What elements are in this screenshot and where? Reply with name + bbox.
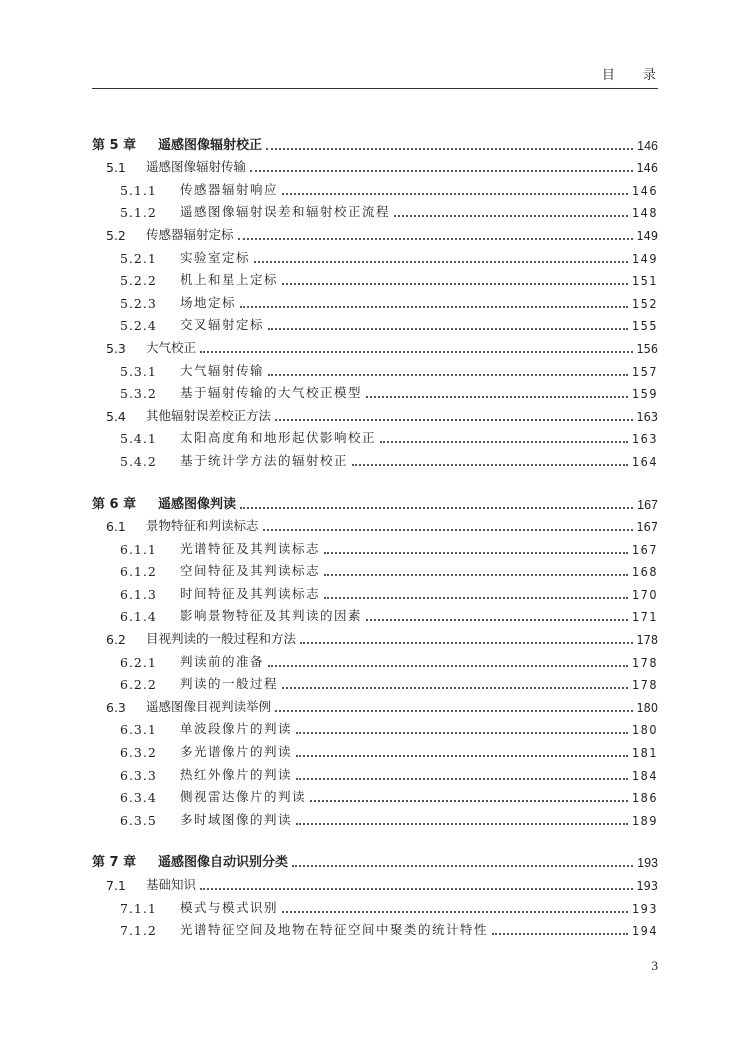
toc-page: 151 <box>632 273 658 289</box>
toc-num: 5.1.1 <box>120 182 157 198</box>
toc-label: 基于统计学方法的辐射校正 <box>180 452 349 468</box>
toc-page: 159 <box>632 386 658 402</box>
toc-label: 遥感图像辐射校正 <box>158 137 263 153</box>
toc-leader-dots <box>268 328 628 330</box>
toc-page: 163 <box>632 431 658 447</box>
toc-label: 多时域图像的判读 <box>180 811 293 827</box>
toc-leader-dots <box>394 215 628 217</box>
toc-label: 景物特征和判读标志 <box>146 518 259 534</box>
toc-num: 5.4.2 <box>120 453 157 469</box>
toc-subsection[interactable] <box>92 424 658 447</box>
toc-leader-dots <box>268 374 628 376</box>
toc-leader-dots <box>292 865 633 867</box>
toc-label: 侧视雷达像片的判读 <box>180 789 307 805</box>
toc-num: 5.3 <box>106 340 126 356</box>
toc-label: 遥感图像辐射传输 <box>146 159 247 175</box>
toc-section[interactable] <box>92 220 658 243</box>
toc-subsection[interactable] <box>92 379 658 402</box>
toc-subsection[interactable] <box>92 579 658 602</box>
toc-label: 遥感图像自动识别分类 <box>158 855 289 871</box>
toc-section[interactable] <box>92 870 658 893</box>
toc-num: 5.2.4 <box>120 318 157 334</box>
toc-num: 7.1 <box>106 878 126 893</box>
toc-leader-dots <box>296 755 628 757</box>
toc-label: 遥感图像判读 <box>158 496 237 512</box>
toc-leader-dots <box>282 687 628 689</box>
toc-label: 单波段像片的判读 <box>180 721 293 737</box>
toc-subsection[interactable] <box>92 805 658 828</box>
toc-subsection[interactable] <box>92 356 658 379</box>
toc-chapter[interactable] <box>92 130 658 153</box>
toc-page: 180 <box>632 722 658 738</box>
toc-leader-dots <box>266 148 633 150</box>
toc-leader-dots <box>254 261 628 263</box>
toc-subsection[interactable] <box>92 288 658 311</box>
toc-section[interactable] <box>92 333 658 356</box>
toc-num: 6.3.4 <box>120 790 157 806</box>
toc-chapter[interactable] <box>92 848 658 871</box>
toc-num: 6.1.3 <box>120 586 157 602</box>
toc-page: 170 <box>632 586 658 602</box>
toc-label: 机上和星上定标 <box>180 272 279 288</box>
toc-section[interactable] <box>92 512 658 535</box>
table-of-contents <box>92 130 658 938</box>
toc-leader-dots <box>366 396 628 398</box>
toc-label: 其他辐射误差校正方法 <box>146 407 272 423</box>
toc-num: 5.2.1 <box>120 250 157 266</box>
toc-page: 193 <box>632 900 658 916</box>
toc-label: 基础知识 <box>146 877 197 892</box>
toc-leader-dots <box>282 911 628 913</box>
toc-leader-dots <box>200 351 633 353</box>
toc-num: 5.2 <box>106 227 126 243</box>
toc-label: 基于辐射传输的大气校正模型 <box>180 385 363 401</box>
toc-subsection[interactable] <box>92 670 658 693</box>
toc-num: 6.3.3 <box>120 767 157 783</box>
toc-num: 6.1.2 <box>120 564 157 580</box>
toc-subsection[interactable] <box>92 557 658 580</box>
toc-label: 交叉辐射定标 <box>180 317 265 333</box>
toc-page: 186 <box>632 790 658 806</box>
toc-leader-dots <box>310 800 628 802</box>
toc-section[interactable] <box>92 401 658 424</box>
toc-label: 遥感图像辐射误差和辐射校正流程 <box>180 204 391 220</box>
toc-num: 第 5 章 <box>92 137 137 153</box>
toc-num: 第 7 章 <box>92 855 137 871</box>
toc-page: 163 <box>636 408 658 424</box>
toc-section[interactable] <box>92 624 658 647</box>
toc-num: 6.3.5 <box>120 812 157 828</box>
toc-label: 光谱特征及其判读标志 <box>180 540 321 556</box>
toc-leader-dots <box>275 419 633 421</box>
toc-leader-dots <box>380 441 628 443</box>
toc-num: 6.2.2 <box>120 677 157 693</box>
toc-subsection[interactable] <box>92 266 658 289</box>
toc-chapter[interactable] <box>92 489 658 512</box>
toc-subsection[interactable] <box>92 602 658 625</box>
toc-subsection[interactable] <box>92 760 658 783</box>
toc-leader-dots <box>324 552 628 554</box>
toc-page: 194 <box>632 923 658 939</box>
toc-label: 模式与模式识别 <box>180 899 279 915</box>
toc-page: 146 <box>637 138 658 153</box>
toc-subsection[interactable] <box>92 647 658 670</box>
toc-subsection[interactable] <box>92 893 658 916</box>
toc-leader-dots <box>352 464 628 466</box>
toc-page: 171 <box>632 609 658 625</box>
toc-subsection[interactable] <box>92 175 658 198</box>
toc-subsection[interactable] <box>92 534 658 557</box>
toc-leader-dots <box>366 619 628 621</box>
toc-page: 193 <box>637 856 658 871</box>
toc-label: 遥感图像目视判读举例 <box>146 698 272 714</box>
toc-page: 148 <box>632 205 658 221</box>
toc-leader-dots <box>240 306 628 308</box>
toc-label: 传感器辐射响应 <box>180 181 279 197</box>
toc-leader-dots <box>200 888 633 890</box>
toc-page: 146 <box>632 182 658 198</box>
toc-leader-dots <box>296 823 628 825</box>
toc-num: 6.2.1 <box>120 654 157 670</box>
toc-subsection[interactable] <box>92 715 658 738</box>
toc-label: 判读前的准备 <box>180 653 265 669</box>
toc-page: 164 <box>632 453 658 469</box>
toc-num: 6.2 <box>106 632 126 648</box>
toc-page: 149 <box>636 227 658 243</box>
toc-leader-dots <box>282 193 628 195</box>
toc-leader-dots <box>324 597 628 599</box>
toc-page: 193 <box>636 878 658 893</box>
toc-page: 149 <box>632 250 658 266</box>
toc-leader-dots <box>282 283 628 285</box>
toc-page: 157 <box>632 363 658 379</box>
toc-label: 目视判读的一般过程和方法 <box>146 631 297 647</box>
toc-leader-dots <box>492 933 628 935</box>
toc-label: 传感器辐射定标 <box>146 226 234 242</box>
toc-num: 5.1 <box>106 160 126 176</box>
toc-num: 6.1.1 <box>120 541 157 557</box>
toc-num: 5.3.1 <box>120 363 157 379</box>
toc-leader-dots <box>250 170 633 172</box>
toc-label: 光谱特征空间及地物在特征空间中聚类的统计特性 <box>180 922 489 938</box>
toc-page: 146 <box>636 160 658 176</box>
page-number: 3 <box>651 958 658 973</box>
toc-page: 167 <box>637 497 658 512</box>
toc-num: 6.3.2 <box>120 745 157 761</box>
toc-page: 168 <box>632 564 658 580</box>
header-title: 目 录 <box>601 68 668 83</box>
toc-page: 181 <box>632 745 658 761</box>
toc-num: 6.3 <box>106 699 126 715</box>
toc-leader-dots <box>268 665 628 667</box>
toc-num: 6.1 <box>106 519 126 535</box>
toc-section[interactable] <box>92 692 658 715</box>
toc-page: 155 <box>632 318 658 334</box>
toc-page: 178 <box>636 632 658 648</box>
toc-subsection[interactable] <box>92 916 658 939</box>
toc-num: 5.4.1 <box>120 431 157 447</box>
toc-num: 6.1.4 <box>120 609 157 625</box>
toc-label: 空间特征及其判读标志 <box>180 563 321 579</box>
toc-leader-dots <box>324 574 628 576</box>
toc-page: 156 <box>636 340 658 356</box>
toc-label: 大气辐射传输 <box>180 362 265 378</box>
toc-num: 5.4 <box>106 408 126 424</box>
toc-label: 太阳高度角和地形起伏影响校正 <box>180 430 377 446</box>
toc-leader-dots <box>275 710 633 712</box>
toc-label: 判读的一般过程 <box>180 676 279 692</box>
toc-num: 6.3.1 <box>120 722 157 738</box>
toc-subsection[interactable] <box>92 311 658 334</box>
toc-leader-dots <box>263 529 633 531</box>
toc-subsection[interactable] <box>92 198 658 221</box>
toc-page: 184 <box>632 767 658 783</box>
toc-leader-dots <box>296 732 628 734</box>
toc-label: 多光谱像片的判读 <box>180 744 293 760</box>
toc-leader-dots <box>296 778 628 780</box>
toc-page: 167 <box>636 519 658 535</box>
toc-num: 第 6 章 <box>92 496 137 512</box>
toc-label: 实验室定标 <box>180 249 251 265</box>
toc-page: 178 <box>632 654 658 670</box>
toc-leader-dots <box>240 507 633 509</box>
toc-page: 180 <box>636 699 658 715</box>
toc-num: 5.2.2 <box>120 273 157 289</box>
toc-num: 7.1.2 <box>120 923 157 939</box>
toc-label: 时间特征及其判读标志 <box>180 585 321 601</box>
toc-page: 189 <box>632 812 658 828</box>
toc-label: 热红外像片的判读 <box>180 766 293 782</box>
toc-label: 大气校正 <box>146 339 197 355</box>
toc-leader-dots <box>238 238 633 240</box>
toc-page: 178 <box>632 677 658 693</box>
toc-leader-dots <box>300 642 633 644</box>
toc-subsection[interactable] <box>92 446 658 469</box>
toc-section[interactable] <box>92 153 658 176</box>
toc-num: 5.2.3 <box>120 295 157 311</box>
toc-page: 167 <box>632 541 658 557</box>
toc-subsection[interactable] <box>92 243 658 266</box>
running-header <box>92 62 668 89</box>
toc-label: 影响景物特征及其判读的因素 <box>180 608 363 624</box>
toc-num: 5.1.2 <box>120 205 157 221</box>
toc-num: 5.3.2 <box>120 386 157 402</box>
toc-page: 152 <box>632 295 658 311</box>
toc-num: 7.1.1 <box>120 900 157 916</box>
toc-subsection[interactable] <box>92 737 658 760</box>
toc-label: 场地定标 <box>180 294 237 310</box>
toc-subsection[interactable] <box>92 783 658 806</box>
